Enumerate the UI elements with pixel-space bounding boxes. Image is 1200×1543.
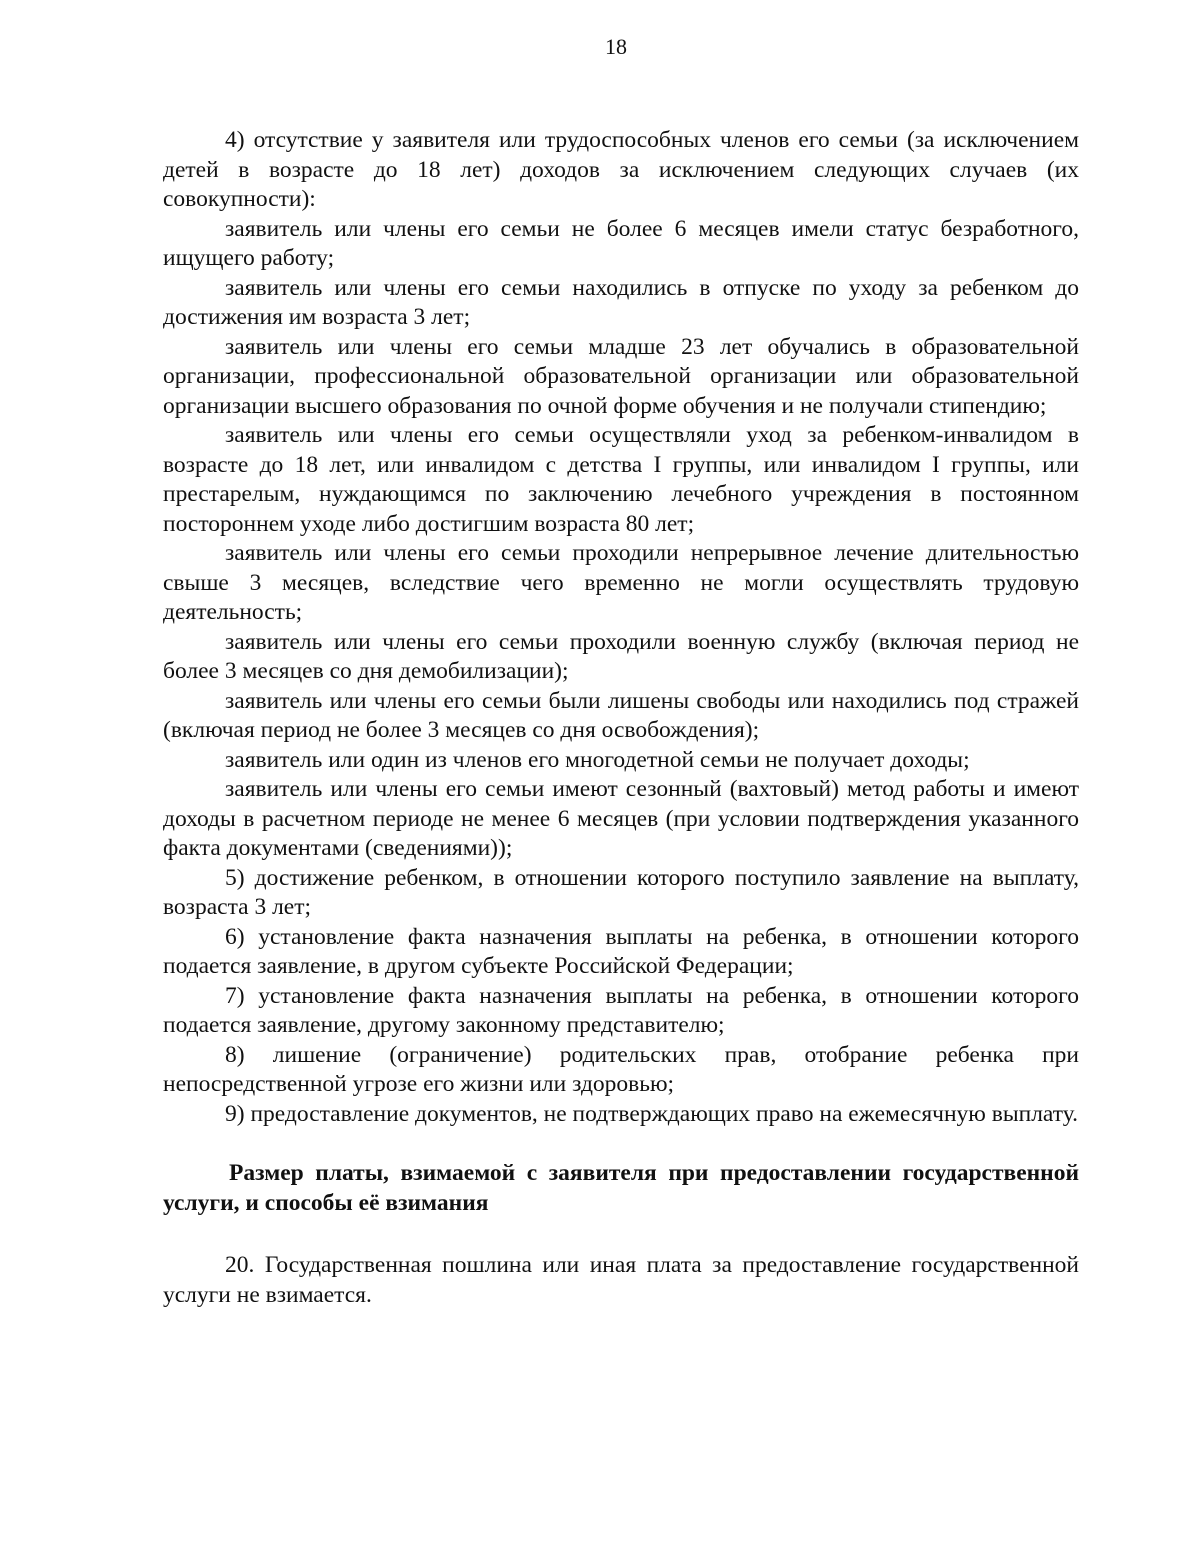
- section-heading: Размер платы, взимаемой с заявителя при предоставлении государственной услуги, и способы её взимания: [163, 1160, 1079, 1216]
- paragraph-item-5: 5) достижение ребенком, в отношении которого поступило заявление на выплату, возраста 3 лет;: [163, 864, 1079, 920]
- paragraph-case-military: заявитель или члены его семьи проходили военную службу (включая период не более 3 месяцев со дня демобилизации);: [163, 628, 1079, 684]
- paragraph-item-9: 9) предоставление документов, не подтверждающих право на ежемесячную выплату.: [225, 1100, 1078, 1127]
- paragraph-case-care: заявитель или члены его семьи осуществляли уход за ребенком-инвалидом в возрасте до 18 лет, или инвалидом с детства I группы, или инвалидом I группы, или престарелым, нуждающимся по заключению лечебного учреждения в постоянном постороннем уходе либо достигшим возраста 80 лет;: [163, 422, 1079, 537]
- paragraph-item-4: 4) отсутствие у заявителя или трудоспособных членов его семьи (за исключением детей в возрасте до 18 лет) доходов за исключением следующих случаев (их совокупности):: [163, 127, 1079, 212]
- page-number: 18: [605, 34, 627, 59]
- paragraph-item-8: 8) лишение (ограничение) родительских прав, отобрание ребенка при непосредственной угрозе его жизни или здоровью;: [163, 1041, 1079, 1097]
- paragraph-case-detention: заявитель или члены его семьи были лишены свободы или находились под стражей (включая период не более 3 месяцев со дня освобождения);: [163, 687, 1079, 743]
- paragraph-case-unemployed: заявитель или члены его семьи не более 6 месяцев имели статус безработного, ищущего работу;: [163, 215, 1079, 271]
- paragraph-case-large-family: заявитель или один из членов его многодетной семьи не получает доходы;: [225, 746, 970, 773]
- paragraph-item-6: 6) установление факта назначения выплаты на ребенка, в отношении которого подается заявление, в другом субъекте Российской Федерации;: [163, 923, 1079, 979]
- document-body: [163, 126, 1079, 1310]
- paragraph-case-students: заявитель или члены его семьи младше 23 лет обучались в образовательной организации, профессиональной образовательной организации или образовательной организации высшего образования по очной форме обучения и не получали стипендию;: [163, 333, 1079, 419]
- paragraph-item-7: 7) установление факта назначения выплаты на ребенка, в отношении которого подается заявление, другому законному представителю;: [163, 982, 1079, 1038]
- paragraph-case-childcare-leave: заявитель или члены его семьи находились в отпуске по уходу за ребенком до достижения им возраста 3 лет;: [163, 274, 1079, 330]
- paragraph-case-treatment: заявитель или члены его семьи проходили непрерывное лечение длительностью свыше 3 месяцев, вследствие чего временно не могли осуществлять трудовую деятельность;: [163, 540, 1079, 625]
- paragraph-case-seasonal-work: заявитель или члены его семьи имеют сезонный (вахтовый) метод работы и имеют доходы в расчетном периоде не менее 6 месяцев (при условии подтверждения указанного факта документами (сведениями));: [163, 776, 1079, 861]
- paragraph-item-20: 20. Государственная пошлина или иная плата за предоставление государственной услуги не взимается.: [163, 1252, 1079, 1308]
